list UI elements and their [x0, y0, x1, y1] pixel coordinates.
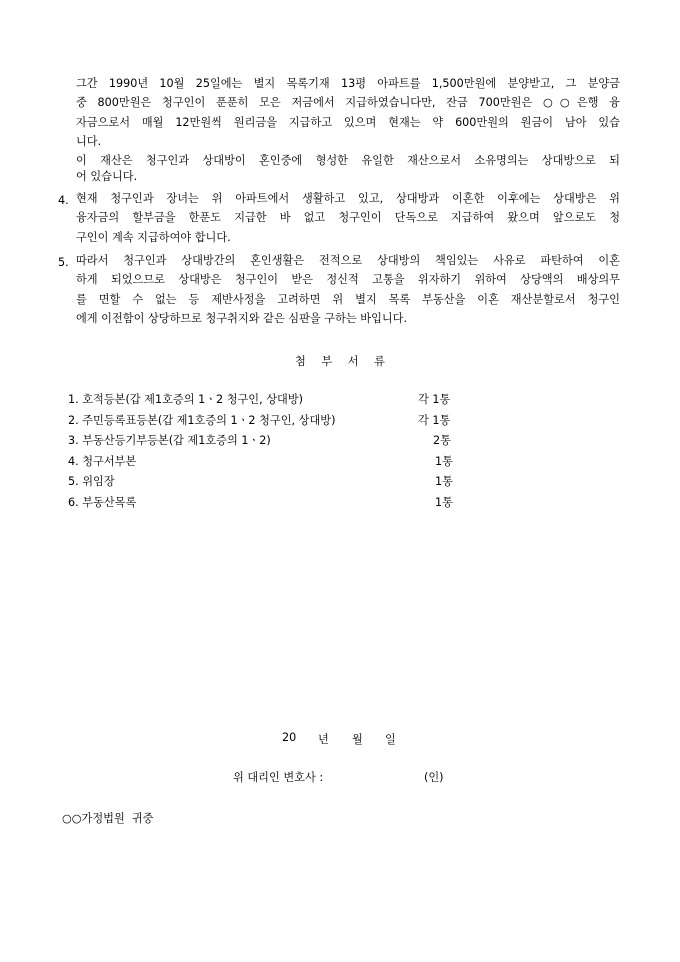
- attachments-title: 첨 부 서 류: [295, 355, 385, 368]
- attachment-row: [68, 431, 468, 452]
- paragraph-3-line: 중 800만원은 청구인이 푼푼히 모은 저금에서 지급하였습니다만, 잔금 700만원은 ○○은행 융: [76, 96, 620, 110]
- paragraph-5-line: 에게 이전함이 상당하므로 청구취지와 같은 심판을 구하는 바입니다.: [76, 312, 408, 326]
- attachment-label: 4. 청구서부본: [68, 454, 137, 468]
- signature-label: 위 대리인 변호사 :: [233, 771, 324, 784]
- attachment-label: 1. 호적등본(갑 제1호증의 1ㆍ2 청구인, 상대방): [68, 393, 304, 406]
- attachment-label: 6. 부동산목록: [68, 495, 137, 509]
- paragraph-5-number: 5.: [58, 256, 69, 269]
- attachment-row: [68, 452, 468, 473]
- date-month-unit: 월: [352, 733, 363, 746]
- attachment-row: [68, 411, 468, 432]
- paragraph-4-line: 융자금의 할부금을 한푼도 지급한 바 없고 청구인이 단독으로 지급하여 왔으며 앞으로도 청: [76, 211, 620, 225]
- date-year: 20: [282, 731, 297, 744]
- attachment-qty: 각 1통: [418, 413, 451, 427]
- attachment-row: [68, 472, 468, 493]
- attachment-qty: 1통: [435, 454, 453, 468]
- paragraph-5-line: 를 면할 수 없는 등 제반사정을 고려하면 위 별지 목록 부동산을 이혼 재산분할로서 청구인: [76, 292, 620, 306]
- seal-mark: (인): [424, 771, 444, 784]
- paragraph-3-line: 어 있습니다.: [76, 169, 138, 183]
- attachment-qty: 1통: [435, 475, 453, 488]
- paragraph-4: [76, 189, 620, 247]
- paragraph-5-line: 하게 되었으므로 상대방은 청구인이 받은 정신적 고통을 위자하기 위하여 상당액의 배상의무: [76, 273, 620, 287]
- paragraph-4-line: 구인이 계속 지급하여야 합니다.: [76, 230, 231, 244]
- paragraph-5-line: 따라서 청구인과 상대방간의 혼인생활은 전적으로 상대방의 책임있는 사유로 파탄하여 이혼: [76, 254, 620, 267]
- attachment-label: 3. 부동산등기부등본(갑 제1호증의 1ㆍ2): [68, 434, 271, 447]
- paragraph-4-number: 4.: [58, 194, 69, 207]
- paragraph-3-line: 이 재산은 청구인과 상대방이 혼인중에 형성한 유일한 재산으로서 소유명의는 상대방으로 되: [76, 153, 620, 167]
- date-year-unit: 년: [318, 733, 329, 746]
- attachment-label: 2. 주민등록표등본(갑 제1호증의 1ㆍ2 청구인, 상대방): [68, 413, 336, 427]
- attachment-row: [68, 493, 468, 514]
- attachment-row: [68, 390, 468, 411]
- paragraph-5: [76, 251, 620, 329]
- paragraph-4-line: 현재 청구인과 장녀는 위 아파트에서 생활하고 있고, 상대방과 이혼한 이후에는 상대방은 위: [76, 192, 620, 205]
- attachment-qty: 각 1통: [418, 393, 451, 406]
- attachment-qty: 2통: [433, 434, 451, 447]
- paragraph-3: [76, 74, 620, 186]
- attachment-label: 5. 위임장: [68, 475, 115, 488]
- court-addressee: ○○가정법원 귀중: [62, 812, 154, 825]
- date-line: [0, 731, 680, 751]
- paragraph-3-line: 그간 1990년 10월 25일에는 별지 목록기재 13평 아파트를 1,500만원에 분양받고, 그 분양금: [76, 77, 620, 90]
- signature-line: [0, 769, 680, 789]
- attachment-qty: 1통: [435, 495, 453, 509]
- attachments-list: [68, 390, 468, 513]
- paragraph-3-line: 니다.: [76, 135, 102, 149]
- date-day-unit: 일: [385, 733, 396, 746]
- paragraph-3-line: 자금으로서 매월 12만원씩 원리금을 지급하고 있으며 현재는 약 600만원의 원금이 남아 있습: [76, 115, 620, 129]
